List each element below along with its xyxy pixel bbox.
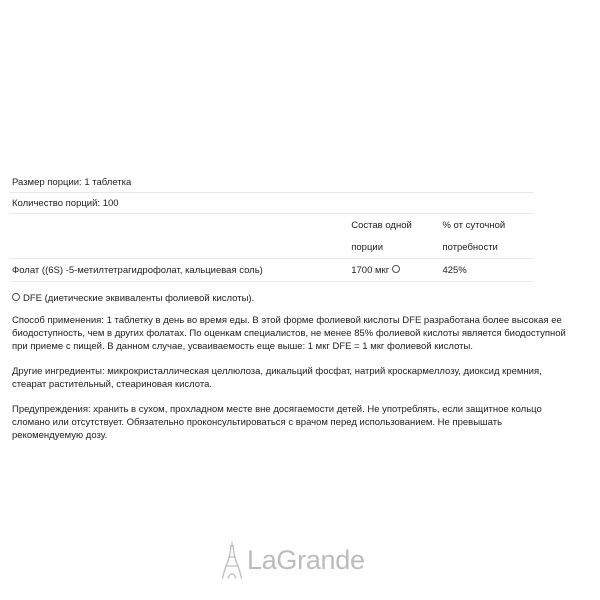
amount-header-line2: порции xyxy=(349,236,440,259)
usage-line: при приеме с пищей. В данном случае, усваиваемость еще выше: 1 мкг DFE = 1 мкг фолиевой кислоты. xyxy=(12,341,473,352)
dfe-footnote xyxy=(10,292,588,305)
serving-size: Размер порции: 1 таблетка xyxy=(10,172,533,193)
ingredient-amount-cell xyxy=(349,259,440,282)
column-header-row xyxy=(10,214,533,237)
dfe-footnote-text: DFE (диетические эквиваленты фолиевой кислоты). xyxy=(23,293,255,304)
ingredient-daily-value: 425% xyxy=(440,259,533,282)
warnings-line: сломано или отсутствует. Обязательно проконсультироваться с врачом перед использованием. Не превышать xyxy=(12,417,503,428)
footnote-circle-icon xyxy=(392,265,400,273)
warnings-line: рекомендуемую дозу. xyxy=(12,430,108,441)
amount-header-line1: Состав одной xyxy=(351,219,412,231)
daily-value-header-line2: потребности xyxy=(440,236,533,259)
usage-line: Способ применения: 1 таблетку в день во время еды. В этой форме фолиевой кислоты DFE разработана более высокая ее xyxy=(12,315,562,326)
footnote-circle-icon xyxy=(12,293,20,301)
lagrande-watermark xyxy=(221,540,365,580)
ingredient-amount: 1700 мкг xyxy=(351,264,390,276)
usage-line: биодоступность, чем в других фолатах. По оценкам специалистов, не менее 85% фолиевой кислоты является биодоступной xyxy=(12,328,566,339)
other-ingredients-paragraph xyxy=(10,365,587,391)
other-ingredients-line: стеарат растительный, стеариновая кислота. xyxy=(12,379,213,390)
warnings-paragraph xyxy=(10,403,587,442)
eiffel-tower-icon xyxy=(221,540,243,580)
watermark-text: LaGrande xyxy=(247,545,365,575)
supplement-facts-table xyxy=(10,172,533,282)
ingredient-row xyxy=(10,259,533,282)
usage-paragraph xyxy=(10,314,587,353)
warnings-line: Предупреждения: хранить в сухом, прохладном месте вне досягаемости детей. Не употреблять, если защитное кольцо xyxy=(12,404,542,415)
column-header-row-2 xyxy=(10,236,533,259)
servings-per-container-row xyxy=(10,193,533,214)
serving-size-row xyxy=(10,172,533,193)
ingredient-name: Фолат ((6S) -5-метилтетрагидрофолат, кальциевая соль) xyxy=(10,259,349,282)
servings-per-container: Количество порций: 100 xyxy=(10,193,533,214)
product-description xyxy=(10,172,588,442)
other-ingredients-line: Другие ингредиенты: микрокристаллическая целлюлоза, дикальций фосфат, натрий кроскармеллозу, диоксид кремния, xyxy=(12,366,542,377)
daily-value-header-line1: % от суточной xyxy=(442,219,506,231)
